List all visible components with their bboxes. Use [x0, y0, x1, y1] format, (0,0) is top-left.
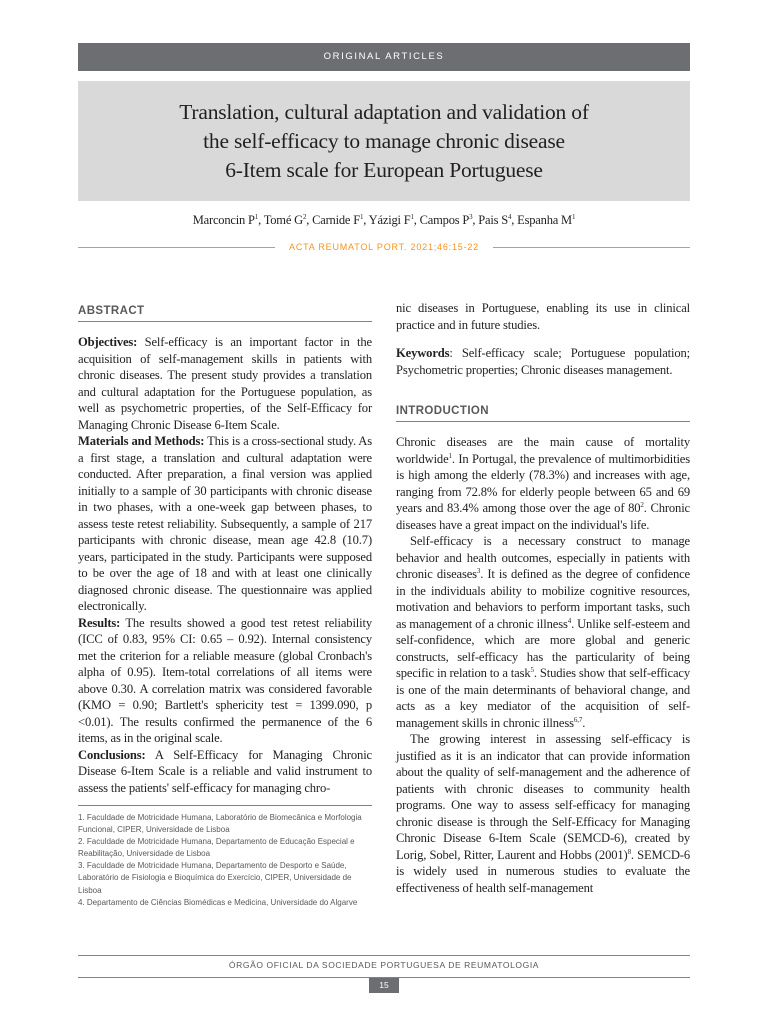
left-column — [78, 300, 372, 796]
author: Yázigi $F^1$ — [368, 212, 414, 227]
abstract-objectives: Objectives: Self-efficacy is an important factor in the acquisition of self-management skills in patients with chronic diseases. The present study provides a translation and cultural adaptation for the Portuguese population, as well as psychometric properties, of the Self-Efficacy for Managing Chronic Disease 6-Item Scale. — [78, 335, 372, 432]
affiliations-footnotes — [78, 805, 372, 909]
author: Tomé $G^2$ — [263, 212, 307, 227]
intro-paragraph-1: Chronic diseases are the main cause of mortality worldwide$^1$. In Portugal, the prevalence of multimorbidities is high among the elderly (78.3%) and increases with age, ranging from 72.8% for elderly people between 65 and 69 years and 83.4% among those over the age of $80^2$. Chronic diseases have a great impact on the individual's life. — [396, 435, 690, 532]
author: Carnide $F^1$ — [312, 212, 364, 227]
footer-organ: ÓRGÃO OFICIAL DA SOCIEDADE PORTUGUESA DE REUMATOLOGIA — [228, 960, 540, 970]
title-box — [78, 81, 690, 201]
footnote: 2. Faculdade de Motricidade Humana, Departamento de Educação Especial e Reabilitação, Universidade de Lisboa — [78, 837, 355, 859]
footnote: 1. Faculdade de Motricidade Humana, Laboratório de Biomecânica e Morfologia Funcional, CIPER, Universidade de Lisboa — [78, 813, 362, 835]
title-line: Translation, cultural adaptation and validation of — [179, 99, 589, 124]
article-title — [179, 98, 589, 185]
intro-paragraph-2: Self-efficacy is a necessary construct to manage behavior and health outcomes, especially in patients with chronic diseases$^3$. It is defined as the degree of confidence in the individuals ability to mobilize cognitive resources, motivation and behaviors to perform important tasks, such as management of a chronic illness$^4$. Unlike self-esteem and self-confidence, which are more global and generic constructs, self-efficacy has the particularity of being specific in relation to a task$^5$. Studies show that self-efficacy is one of the main determinants of behavioral change, and acts as a key mediator of the acquisition of self-management skills in chronic illness$^{6,7}$. — [396, 534, 691, 730]
title-line: 6-Item scale for European Portuguese — [225, 157, 543, 182]
right-column — [396, 300, 690, 896]
abstract-results: Results: The results showed a good test retest reliability (ICC of 0.83, 95% CI: 0.65 – 0.92). Internal consistency met the criterion for a reliable measure (global Cronbach's alpha of 0.95). Item-total correlations of all items were above 0.30. A correlation matrix was considered favorable (KMO = 0.90; Bartlett's sphericity test = 1399.090, p <0.01). The results confirmed the permanence of the 6 items, as in the original scale. — [78, 615, 372, 745]
author: Marconcin $P^1$ — [192, 212, 259, 227]
author: Pais $S^4$ — [478, 212, 512, 227]
citation-rule-left — [78, 247, 275, 248]
author: Espanha $M^1$ — [517, 212, 576, 227]
footnote: 3. Faculdade de Motricidade Humana, Departamento de Desporto e Saúde, Laboratório de Fisiologia e Bioquímica do Exercício, CIPER, Universidade de Lisboa — [78, 861, 352, 895]
journal-citation: ACTA REUMATOL PORT. 2021;46:15-22 — [289, 242, 479, 252]
abstract-continuation: nic diseases in Portuguese, enabling its use in clinical practice and in future studies. — [396, 301, 690, 332]
footer-rule — [78, 955, 690, 956]
abstract-conclusions: Conclusions: A Self-Efficacy for Managing Chronic Disease 6-Item Scale is a reliable and valid instrument to assess the patients' self-efficacy for managing chro- — [78, 747, 372, 795]
citation-row — [78, 240, 690, 254]
intro-paragraph-3: The growing interest in assessing self-efficacy is justified as it is an indicator that can provide information about the quality of self-management and the adherence of patients with chronic diseases to community health programs. One way to assess self-efficacy for managing chronic disease is through the Self-Efficacy for Managing Chronic Disease 6-Item Scale (SEMCD-6), created by Lorig, Sobel, Ritter, Laurent and Hobbs $(2001)^8$. SEMCD-6 is widely used in numerous studies to evaluate the effectiveness of health self-management — [396, 732, 690, 895]
author-list: Marconcin $P^1$, Tomé $G^2$, Carnide $F^1$, Yázigi $F^1$, Campos $P^3$, Pais $S^4$, Espanha $M^1$ — [192, 212, 576, 227]
footnote: 4. Departamento de Ciências Biomédicas e Medicina, Universidade do Algarve — [78, 897, 358, 907]
title-line: the self-efficacy to manage chronic disease — [203, 128, 565, 153]
citation-rule-right — [493, 247, 690, 248]
page-number: 15 — [369, 978, 399, 993]
keywords: Keywords: Self-efficacy scale; Portuguese population; Psychometric properties; Chronic diseases management. — [396, 346, 690, 377]
introduction-heading: INTRODUCTION — [396, 400, 690, 422]
abstract-methods: Materials and Methods: This is a cross-sectional study. As a first stage, a translation and cultural adaptation were conducted. After preparation, a final version was applied initially to a sample of 30 participants with chronic disease in two phases, with a one-week gap between phases, to assess teste retest reliability. Subsequently, a sample of 217 participants with chronic disease, mean age 42.8 (10.7) years, participated in the study. Participants were supposed to be over the age of 18 and with at least one clinically diagnosed chronic disease. The questionnaire was applied electronically. — [78, 434, 373, 613]
abstract-heading: ABSTRACT — [78, 300, 372, 322]
section-banner: ORIGINAL ARTICLES — [78, 43, 690, 71]
author: Campos $P^3$ — [419, 212, 473, 227]
